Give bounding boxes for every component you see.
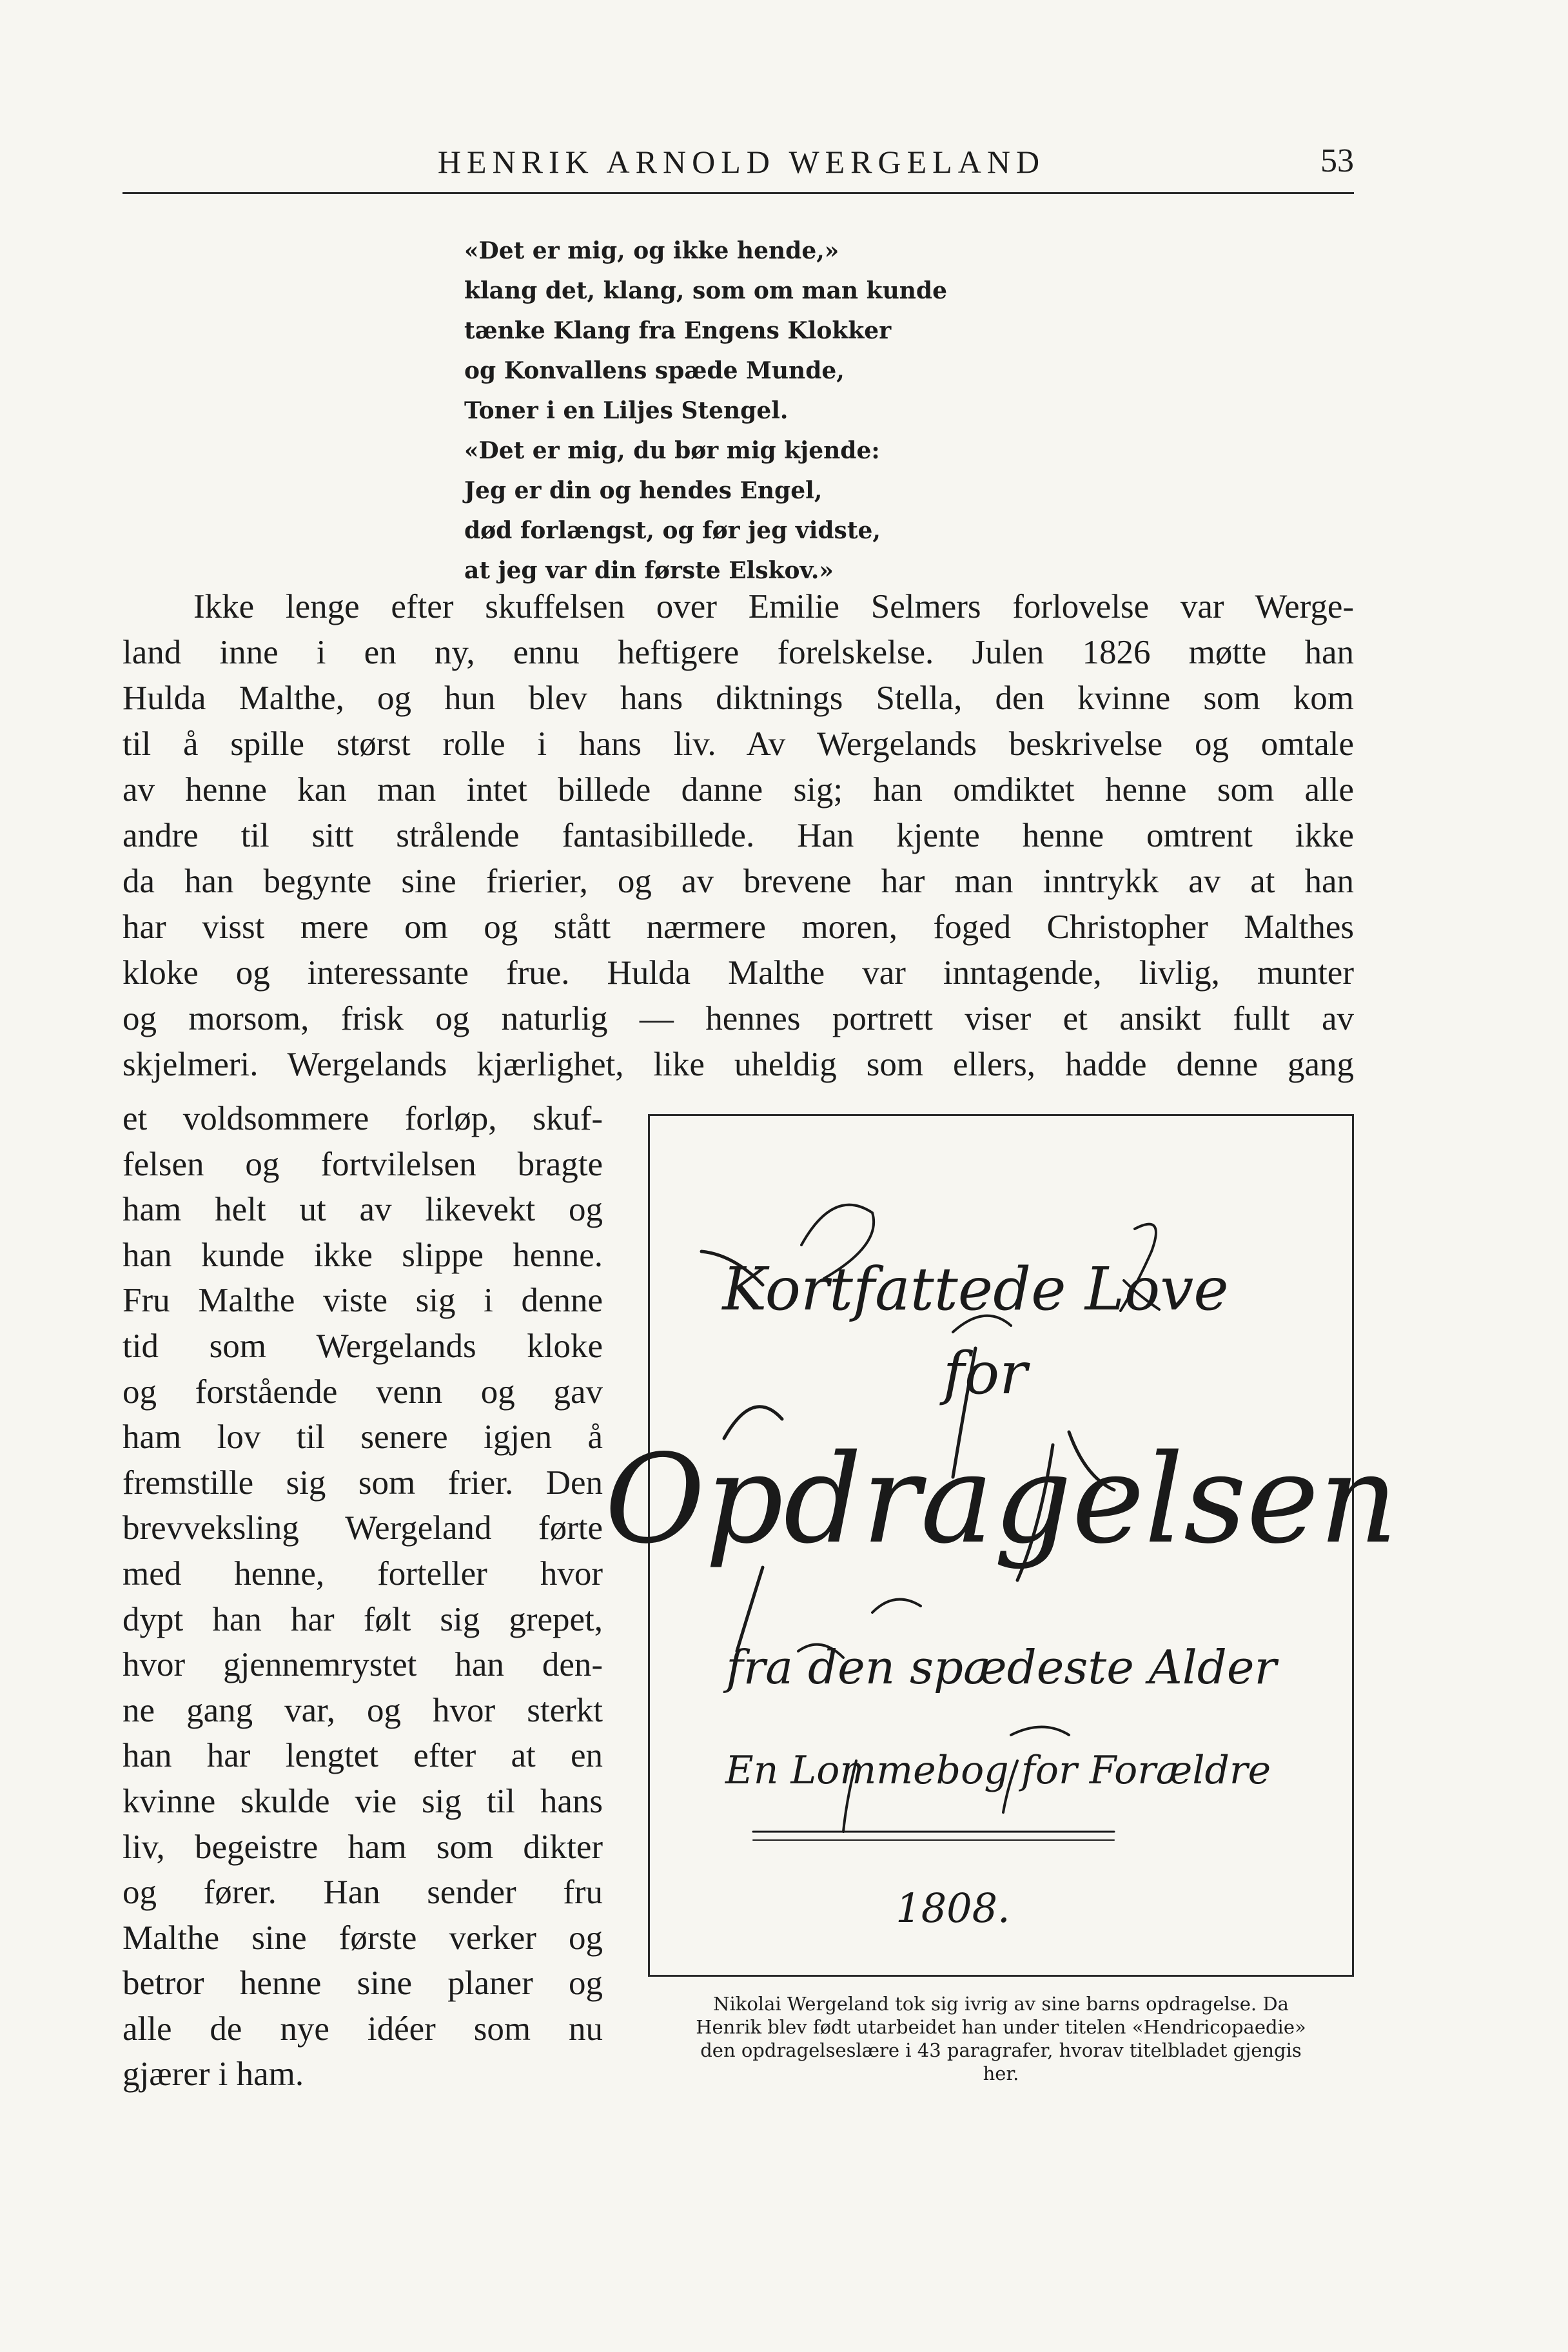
text-line: og morsom, frisk og naturlig — hennes portrett viser et ansikt fullt av	[122, 1000, 1354, 1037]
text-line: andre til sitt strålende fantasibillede. Han kjente henne omtrent ikke	[122, 817, 1354, 854]
text-line: kloke og interessante frue. Hulda Malthe var inntagende, livlig, munter	[122, 954, 1354, 992]
caption-line: Henrik blev født utarbeidet han under titelen «Hendricopaedie»	[696, 2016, 1306, 2038]
text-line: Ikke lenge efter skuffelsen over Emilie Selmers forlovelse var Werge-	[193, 588, 1354, 625]
poem-line: «Det er mig, du bør mig kjende:	[464, 437, 880, 464]
title-page-facsimile	[604, 1114, 1398, 1977]
text-line: da han begynte sine frierier, og av brevene har man inntrykk av at han	[122, 863, 1354, 900]
text-line: med henne, forteller hvor	[122, 1554, 603, 1592]
text-line: liv, begeistre ham som dikter	[122, 1828, 603, 1866]
text-line: han har lengtet efter at en	[122, 1737, 603, 1775]
text-line: og fører. Han sender fru	[122, 1874, 603, 1912]
script-title-line: Opdragelsen	[604, 1428, 1398, 1571]
page-number: 53	[1320, 142, 1354, 179]
text-line: dypt han har følt sig grepet,	[122, 1600, 603, 1638]
text-line: Hulda Malthe, og hun blev hans diktnings Stella, den kvinne som kom	[122, 680, 1354, 717]
body-paragraph	[122, 584, 1354, 1088]
text-line: alle de nye idéer som nu	[122, 2010, 603, 2048]
text-line: gjærer i ham.	[122, 2055, 304, 2093]
script-title-line: for	[943, 1340, 1028, 1407]
poem-line: Jeg er din og hendes Engel,	[464, 477, 823, 504]
text-line: tid som Wergelands kloke	[122, 1327, 603, 1365]
poem-line: klang det, klang, som om man kunde	[464, 277, 947, 304]
text-line: betror henne sine planer og	[122, 1965, 603, 2003]
caption-line: den opdragelseslære i 43 paragrafer, hvorav titelbladet gjengis	[700, 2039, 1302, 2061]
caption-line: Nikolai Wergeland tok sig ivrig av sine barns opdragelse. Da	[713, 1993, 1289, 2015]
text-line: et voldsommere forløp, skuf-	[122, 1100, 603, 1137]
text-line: han kunde ikke slippe henne.	[122, 1236, 603, 1274]
text-line: land inne i en ny, ennu heftigere forelskelse. Julen 1826 møtte han	[122, 634, 1354, 671]
body-paragraph-continued	[122, 1096, 603, 2097]
text-line: av henne kan man intet billede danne sig; han omdiktet henne som alle	[122, 771, 1354, 808]
caption-line: her.	[983, 2063, 1019, 2084]
text-line: Fru Malthe viste sig i denne	[122, 1282, 603, 1320]
text-line: hvor gjennemrystet han den-	[122, 1646, 603, 1684]
page-header	[122, 141, 1354, 194]
flourish-stroke	[737, 1567, 763, 1651]
poem-line: tænke Klang fra Engens Klokker	[464, 317, 892, 344]
script-title-line: 1808.	[896, 1885, 1010, 1932]
text-line: ne gang var, og hvor sterkt	[122, 1691, 603, 1729]
text-line: har visst mere om og stått nærmere moren, foged Christopher Malthes	[122, 908, 1354, 946]
text-line: kvinne skulde vie sig til hans	[122, 1782, 603, 1820]
poem-line: og Konvallens spæde Munde,	[464, 357, 845, 384]
text-line: Malthe sine første verker og	[122, 1919, 603, 1957]
script-title-line: fra den spædeste Alder	[726, 1640, 1277, 1694]
text-line: ham lov til senere igjen å	[122, 1418, 603, 1456]
poem-stanza	[464, 231, 1044, 591]
running-title: HENRIK ARNOLD WERGELAND	[437, 144, 1046, 180]
text-line: skjelmeri. Wergelands kjærlighet, like uheldig som ellers, hadde denne gang	[122, 1046, 1354, 1083]
text-line: brevveksling Wergeland førte	[122, 1509, 603, 1547]
script-title-line: En Lommebog for Forældre	[725, 1748, 1271, 1793]
script-title-line: Kortfattede Love	[722, 1255, 1229, 1324]
text-line: fremstille sig som frier. Den	[122, 1464, 603, 1502]
text-line: til å spille størst rolle i hans liv. Av Wergelands beskrivelse og omtale	[122, 725, 1354, 763]
poem-line: at jeg var din første Elskov.»	[464, 557, 834, 584]
text-line: ham helt ut av likevekt og	[122, 1191, 603, 1229]
text-line: og forstående venn og gav	[122, 1373, 603, 1411]
flourish-stroke	[872, 1600, 921, 1612]
poem-line: «Det er mig, og ikke hende,»	[464, 237, 839, 264]
poem-line: død forlængst, og før jeg vidste,	[464, 517, 881, 544]
poem-line: Toner i en Liljes Stengel.	[464, 397, 789, 424]
text-line: felsen og fortvilelsen bragte	[122, 1145, 603, 1183]
figure-caption	[645, 1992, 1357, 2085]
handwritten-title-page	[604, 1116, 1398, 1975]
flourish-stroke	[1011, 1727, 1069, 1736]
